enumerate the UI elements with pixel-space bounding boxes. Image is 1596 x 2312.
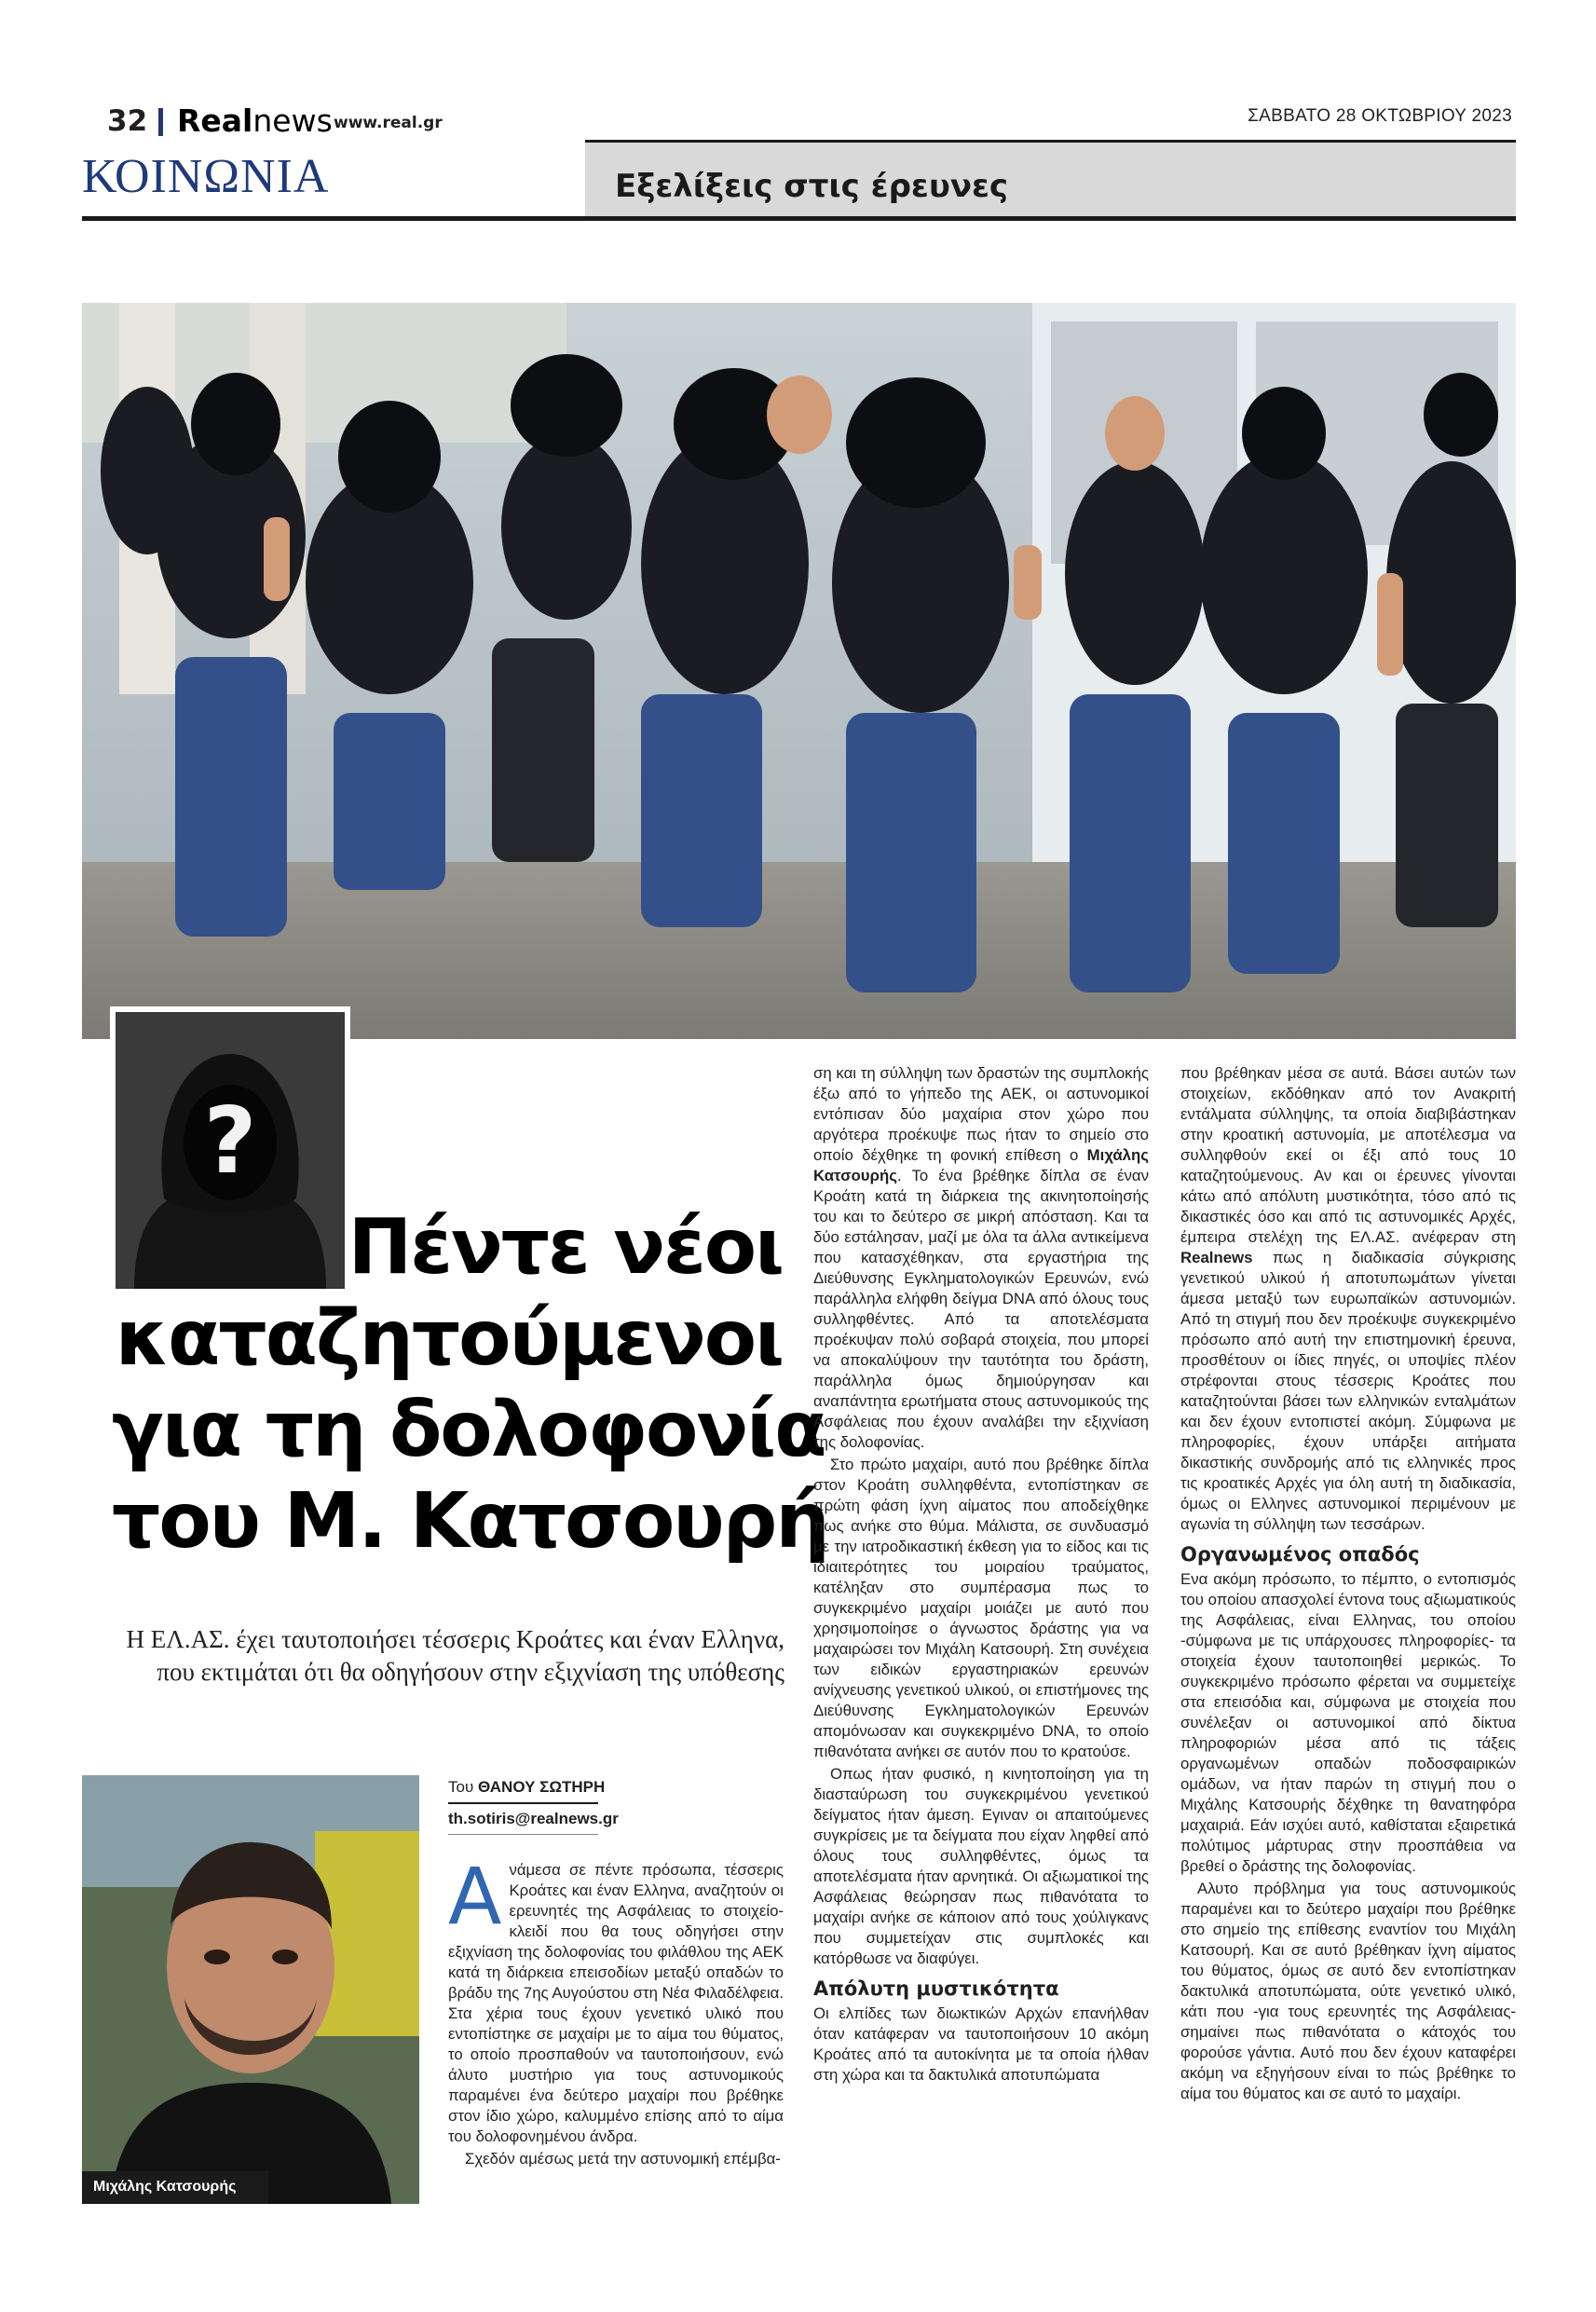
paragraph: Ενα ακόμη πρόσωπο, το πέμπτο, ο εντοπισμός του οποίου απασχολεί έντονα τους αξιωματικούς της Ασφάλειας, είναι Ελληνας, του οποίου -σύμφωνα με τις υπάρχουσες πληροφορίες- τα στοιχεία έχουν ταυτοποιηθεί μερικώς. Το συγκεκριμένο πρόσωπο φέρεται να συμμετείχε στα επεισόδια και, σύμφωνα με στοιχεία που συνέλεξαν οι αστυνομικοί από δίκτυα πληροφοριών μέσα από τις τάξεις οργανωμένων οπαδών ποδοσφαιρικών ομάδων, να ήταν παρών τη στιγμή που ο Μιχάλης Κατσουρής δέχθηκε τη θανατηφόρα μαχαιριά. Εάν ισχύει αυτό, καθίσταται εξαιρετικά πολύτιμος μάρτυρας στην προσπάθεια να βρεθεί ο δράστης της δολοφονίας. [1180, 1570, 1516, 1875]
byline-email: th.sotiris@realnews.gr [448, 1810, 619, 1827]
header-separator [158, 108, 163, 136]
byline-rule [448, 1802, 598, 1804]
headline-line-3: για τη δολοφονία [112, 1386, 825, 1474]
standfirst: Η ΕΛ.ΑΣ. έχει ταυτοποιήσει τέσσερις Κροάτες και έναν Ελληνα, που εκτιμάται ότι θα οδηγήσουν στην εξιχνίαση της υπόθεσης [126, 1625, 784, 1686]
victim-photo [82, 1775, 419, 2204]
header-rule [82, 216, 1516, 221]
byline-rule-bottom [448, 1834, 598, 1835]
byline-author: ΘΑΝΟΥ ΣΩΤΗΡΗ [478, 1778, 606, 1796]
paragraph: Αλυτο πρόβλημα για τους αστυνομικούς παραμένει και το δεύτερο μαχαίρι που βρέθηκε στο σημείο της επίθεσης εναντίον του Μιχάλη Κατσουρή. Και σε αυτό βρέθηκαν ίχνη αίματος του θύματος, όμως σε αυτό δεν εντοπίστηκαν δακτυλικά αποτυπώματα, ούτε γενετικό υλικό, κάτι που -για τους ερευνητές της Ασφάλειας- σημαίνει πως πιθανότατα ο κάτοχός του φορούσε γάντια. Αυτό που δεν έχουν καταφέρει ακόμη να εξηγήσουν είναι το πώς βρέθηκε το αίμα του θύματος και σε αυτό το μαχαίρι. [1180, 1880, 1516, 2102]
photo-caption: Μιχάλης Κατσουρής [93, 2179, 237, 2195]
topic-top-rule [585, 140, 1516, 143]
site-url: www.real.gr [334, 114, 443, 132]
paragraph-text: . Το ένα βρέθηκε δίπλα σε έναν Κροάτη κατά τη διάρκεια της ακινητοποίησής του και το δεύτερο σε μικρή απόσταση. Και τα δύο εστάλησαν, μαζί με όλα τα άλλα αντικείμενα που κατασχέθηκαν, στα εργαστήρια της Διεύθυνσης Εγκληματολογικών Ερευνών, ενώ παράλληλα ελήφθη δείγμα DNA από όλους τους συλληφθέντες. Από τα αποτελέσματα προέκυψαν πολύ σοβαρά στοιχεία, που μπορεί να αποκαλύψουν την ταυτότητα του δράστη, παράλληλα όμως δημιούργησαν και αναπάντητα ερωτήματα στους αστυνομικούς της Ασφάλειας που έχουν αναλάβει την εξιχνίαση της δολοφονίας. [813, 1167, 1149, 1451]
paragraph-text: νάμεσα σε πέντε πρόσωπα, τέσσερις Κροάτες και έναν Ελληνα, αναζητούν οι ερευνητές της Ασφάλειας το στοιχείο-κλειδί που θα τους οδηγήσει στην εξιχνίαση της δολοφονίας του φιλάθλου της ΑΕΚ κατά τη διάρκεια επεισοδίων μεταξύ οπαδών το βράδυ της 7ης Αυγούστου στη Νέα Φιλαδέλφεια. Στα χέρια τους έχουν γενετικό υλικό που εντοπίστηκε σε μαχαίρι με το αίμα του θύματος, το οποίο προσπαθούν να ταυτοποιήσουν, ενώ άλυτο μυστήριο για τους αστυνομικούς παραμένει ένα δεύτερο μαχαίρι που βρέθηκε στον ίδιο χώρο, καλυμμένο επίσης από το αίμα του δολοφονημένου άνδρα. [448, 1861, 784, 2145]
headline-line-2: καταζητούμενοι [115, 1294, 783, 1383]
subheading: Απόλυτη μυστικότητα [813, 1977, 1059, 2000]
brand-light: news [252, 103, 333, 139]
paragraph [813, 1063, 1149, 1453]
paragraph: Οι ελπίδες των διωκτικών Αρχών επανήλθαν όταν κατάφεραν να ταυτοποιήσουν 10 ακόμη Κροάτες από τα αυτοκίνητα με τα οποία ήλθαν στη χώρα και τα δακτυλικά αποτυπώματα [813, 2004, 1149, 2084]
paragraph-text: που βρέθηκαν μέσα σε αυτά. Βάσει αυτών των στοιχείων, εκδόθηκαν από τον Ανακριτή εντάλματα σύλληψης, τα οποία διαβιβάστηκαν στην κροατική αστυνομία, με αποτέλεσμα να συλληφθούν εκεί οι έξι από τους 10 καταζητούμενους. Αν και οι έρευνες γίνονται κάτω από απόλυτη μυστικότητα, τόσο από τις δικαστικές όσο και από τις αστυνομικές Αρχές, έμπειρα στελέχη της ΕΛ.ΑΣ. ανέφεραν στη [1180, 1064, 1516, 1246]
paragraph [448, 1851, 784, 2147]
paragraph: Στο πρώτο μαχαίρι, αυτό που βρέθηκε δίπλα στον Κροάτη συλληφθέντα, εντοπίστηκαν σε πρώτη φάση ίχνη αίματος που αποδείχθηκε πως ανήκε στο θύμα. Μάλιστα, σε συνδυασμό με την ιατροδικαστική έκθεση για το είδος και τις ιδιαιτερότητες του μοιραίου τραύματος, κατέληξαν στο συμπέρασμα πως το συγκεκριμένο μαχαίρι μοιάζει με αυτό που χρησιμοποίησε ο άγνωστος δράστης για να μαχαιρώσει τον Μιχάλη Κατσουρή. Στη συνέχεια των ειδικών εργαστηριακών ερευνών ανίχνευσης γενετικού υλικού, οι επιστήμονες της Διεύθυνσης Εγκληματολογικών Ερευνών απομόνωσαν και συγκεκριμένο DNA, το οποίο πιθανότατα ανήκει σε αυτόν που το κρατούσε. [813, 1456, 1149, 1760]
brand-bold: Real [177, 103, 253, 139]
subheading: Οργανωμένος οπαδός [1180, 1543, 1420, 1566]
question-mark: ? [203, 1088, 257, 1195]
byline [448, 1778, 605, 1797]
issue-date: ΣΑΒΒΑΤΟ 28 ΟΚΤΩΒΡΙΟΥ 2023 [1248, 106, 1512, 126]
paragraph [1180, 1063, 1516, 1535]
topic-title: Εξελίξεις στις έρευνες [615, 168, 1009, 205]
arrest-scene-illustration [82, 303, 1516, 1039]
dropcap: Α [448, 1851, 502, 1942]
brand-logo [177, 103, 333, 139]
publication-name: Realnews [1180, 1249, 1253, 1266]
section-name: ΚΟΙΝΩΝΙΑ [82, 150, 330, 203]
article-column-1 [448, 1851, 784, 2171]
byline-prefix: Του [448, 1778, 478, 1796]
paragraph-text: ση και τη σύλληψη των δραστών της συμπλοκής έξω από το γήπεδο της ΑΕΚ, οι αστυνομικοί εντόπισαν δύο μαχαίρια στον χώρο που αργότερα προέκυψε πως ήταν το σημείο στο οποίο δέχθηκε τη φονική επίθεση ο [813, 1064, 1149, 1164]
victim-name: Μιχάλης Κατσουρής [813, 1146, 1149, 1184]
paragraph: Οπως ήταν φυσικό, η κινητοποίηση για τη διασταύρωση του συγκεκριμένου γενετικού δείγματος ήταν άμεση. Εγιναν οι απαιτούμενες συγκρίσεις με τα δείγματα που είχαν ληφθεί από όλους τους συλληφθέντες, όμως τα αποτελέσματα ήταν αρνητικά. Οι αξιωματικοί της Ασφάλειας θεώρησαν πως πιθανότατα το μαχαίρι ανήκε σε κάποιον από τους χούλιγκανς που συμμετείχαν στις συμπλοκές και κατόρθωσε να διαφύγει. [813, 1765, 1149, 1967]
main-photo [82, 303, 1516, 1039]
article-column-3 [1180, 1063, 1516, 2106]
page-number: 32 [107, 104, 148, 138]
paragraph-text: πως η διαδικασία σύγκρισης γενετικού υλικού ή αποτυπωμάτων γίνεται άμεσα μεταξύ των ευρωπαϊκών αστυνομιών. Από τη στιγμή που δεν προέκυψε συγκεκριμένο πρόσωπο από αυτή την επιστημονική έρευνα, προσθέτουν οι ίδιες πηγές, οι υποψίες πλέον στρέφονται στους τέσσερις Κροάτες που καταζητούνται βάσει των ελληνικών ενταλμάτων και δεν έχουν εντοπιστεί ακόμη. Σύμφωνα με πληροφορίες, έχουν υπάρξει αιτήματα δικαστικής συνδρομής από τις ελληνικές προς τις κροατικές Αρχές για όλη αυτή τη διαδικασία, όμως οι Ελληνες αστυνομικοί περιμένουν με αγωνία τη σύλληψη των τεσσάρων. [1180, 1249, 1516, 1533]
article-column-2 [813, 1063, 1149, 2087]
headline [112, 1202, 828, 1567]
paragraph: Σχεδόν αμέσως μετά την αστυνομική επέμβα- [465, 2150, 781, 2168]
headline-line-1: Πέντε νέοι [348, 1203, 783, 1292]
headline-line-4: του Μ. Κατσουρή [112, 1477, 828, 1566]
portrait-illustration [82, 1775, 419, 2204]
